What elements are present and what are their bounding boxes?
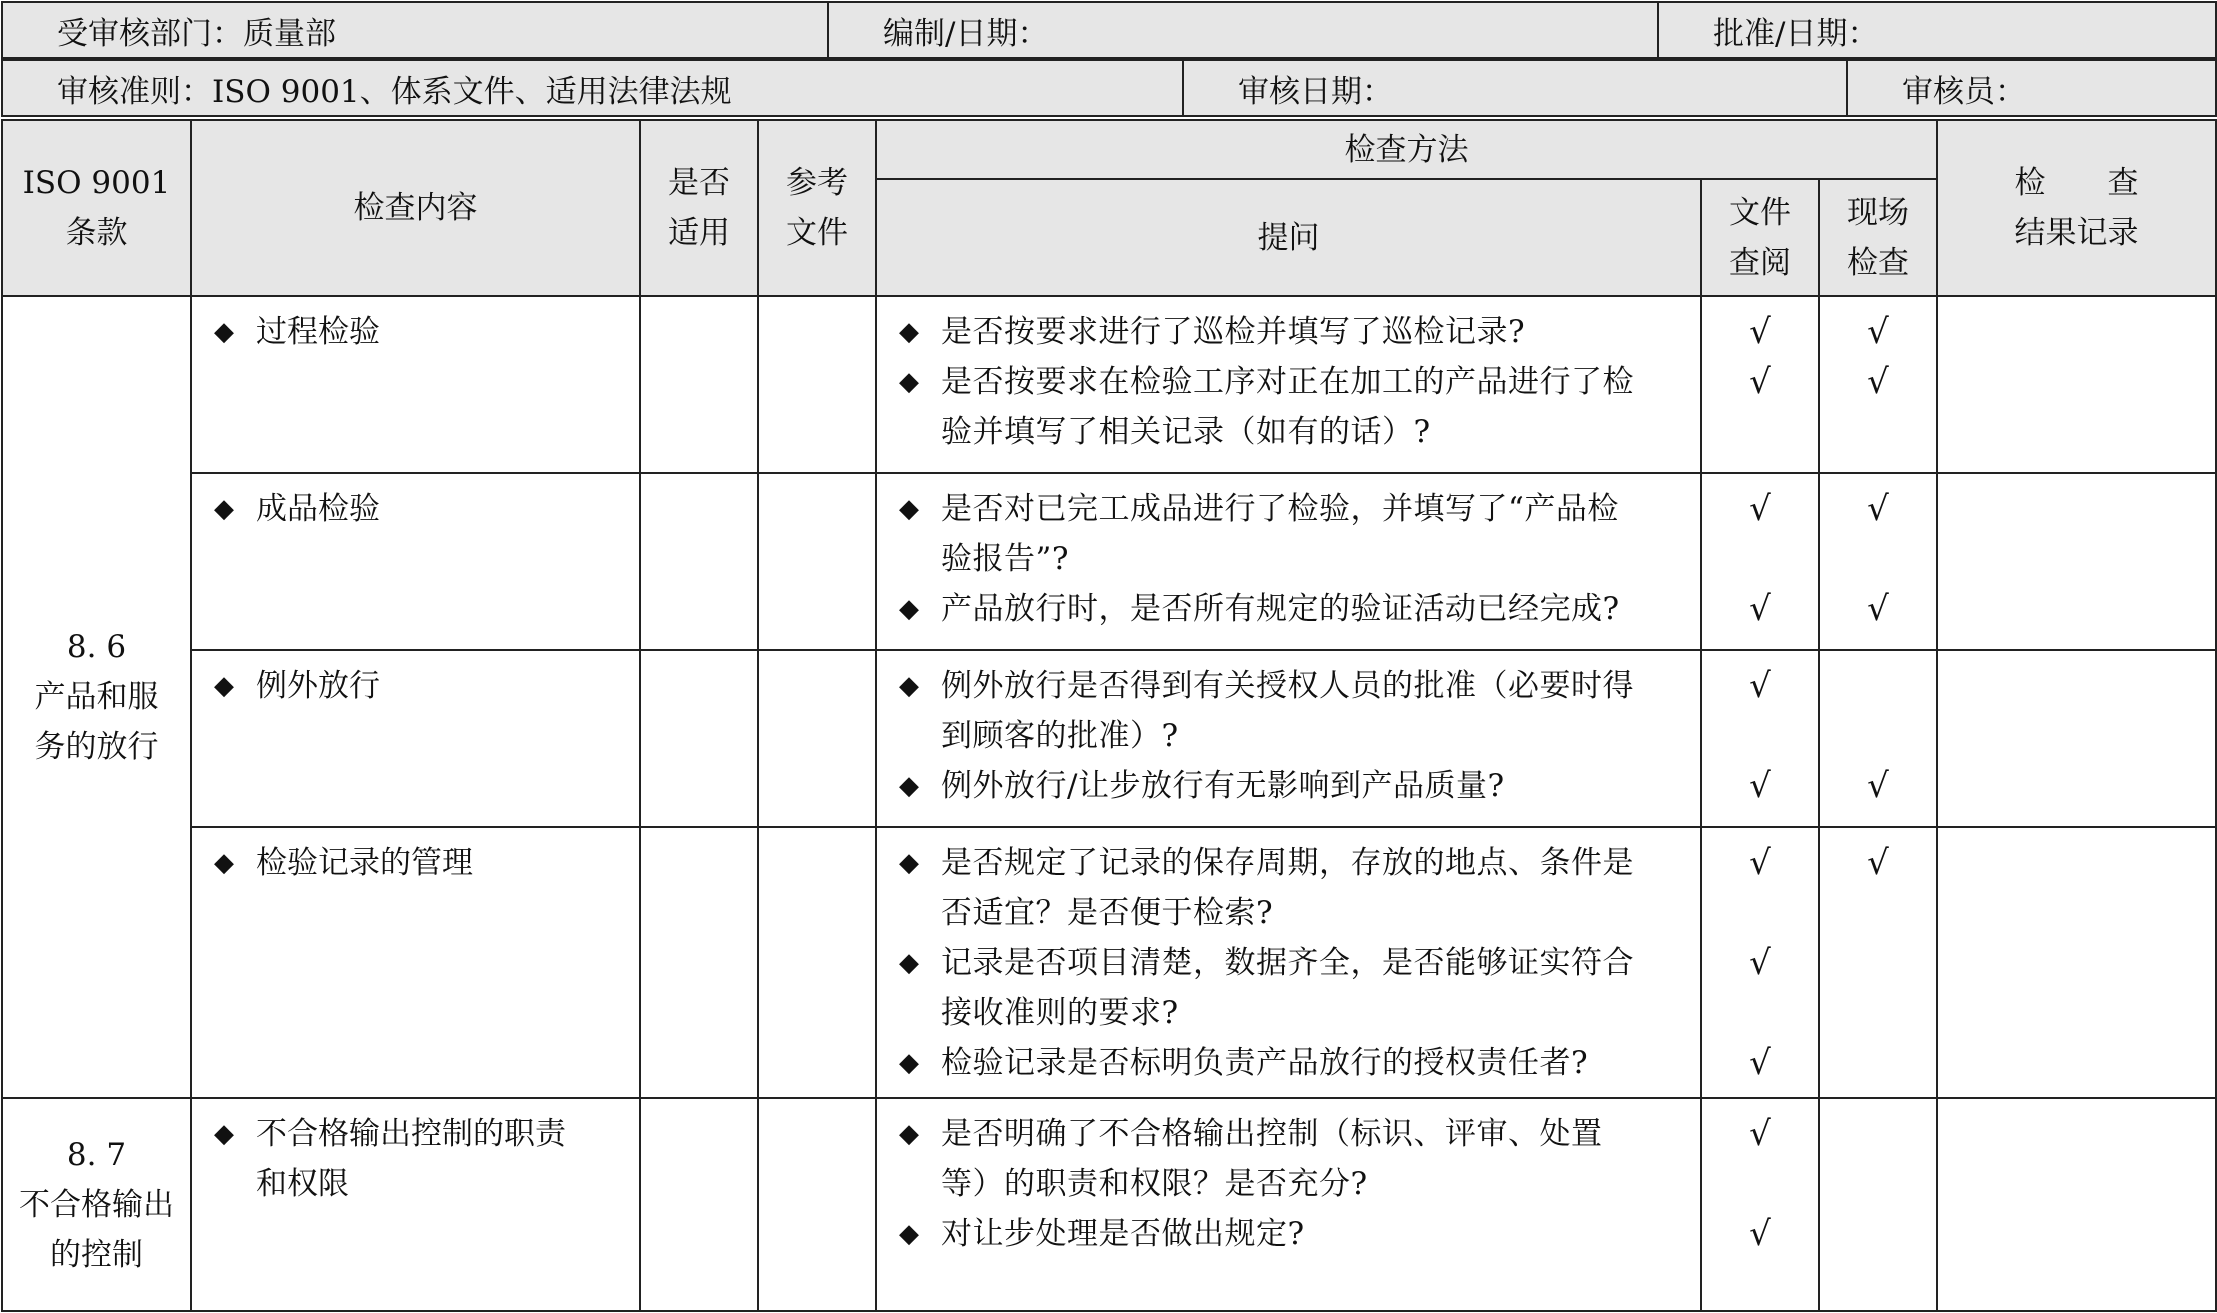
question-text: 例外放行是否得到有关授权人员的批准（必要时得 <box>941 668 1634 704</box>
question-text: 是否规定了记录的保存周期，存放的地点、条件是 <box>941 845 1634 881</box>
diamond-bullet-icon: ◆ <box>214 671 234 701</box>
doc-review-check-mark: √ <box>1749 362 1771 402</box>
header-row-1 <box>1 1 2217 59</box>
question-cell <box>876 1098 1701 1311</box>
applicable-cell <box>640 473 758 650</box>
diamond-bullet-icon: ◆ <box>899 948 920 978</box>
question-text: 例外放行/让步放行有无影响到产品质量? <box>941 768 1505 804</box>
check-content-text: 例外放行 <box>256 668 380 704</box>
result-record-cell[interactable] <box>1937 1098 2216 1311</box>
diamond-bullet-icon: ◆ <box>899 671 920 701</box>
approved-date: 批准/日期： <box>1658 2 2216 58</box>
doc-review-cell <box>1701 296 1819 473</box>
clause-line: 8. 7 <box>66 1136 127 1173</box>
question-text: 接收准则的要求? <box>941 995 1179 1031</box>
diamond-bullet-icon: ◆ <box>899 317 920 347</box>
applicable-cell <box>640 650 758 827</box>
site-check-cell <box>1819 296 1937 473</box>
check-content-cell <box>191 1098 640 1311</box>
checklist-table <box>1 119 2217 1312</box>
site-check-mark: √ <box>1867 489 1889 529</box>
check-content-text: 检验记录的管理 <box>256 845 473 881</box>
question-line <box>899 1038 1690 1088</box>
question-line <box>899 838 1690 888</box>
question-line <box>899 1209 1690 1259</box>
site-check-mark: √ <box>1867 312 1889 352</box>
question-cell <box>876 473 1701 650</box>
question-cell <box>876 296 1701 473</box>
result-record-cell[interactable] <box>1937 296 2216 473</box>
doc-review-check-mark <box>1702 1159 1818 1209</box>
site-check-mark <box>1820 534 1936 584</box>
doc-review-check-mark <box>1702 988 1818 1038</box>
question-line <box>899 938 1690 988</box>
table-row <box>2 827 2216 1098</box>
check-content-cell <box>191 296 640 473</box>
question-line <box>899 1109 1690 1159</box>
site-check-mark <box>1820 1209 1936 1259</box>
doc-review-check-mark <box>1702 888 1818 938</box>
doc-review-cell <box>1701 473 1819 650</box>
question-text: 到顾客的批准）? <box>941 718 1179 754</box>
site-check-mark <box>1820 888 1936 938</box>
table-row <box>2 1098 2216 1311</box>
site-check-cell <box>1819 1098 1937 1311</box>
doc-review-cell <box>1701 650 1819 827</box>
check-content-cell <box>191 473 640 650</box>
question-text: 是否明确了不合格输出控制（标识、评审、处置 <box>941 1116 1603 1152</box>
clause-cell <box>2 296 191 1098</box>
check-content-text: 不合格输出控制的职责 <box>256 1116 566 1152</box>
col-doc-review-header: 文件 查阅 <box>1701 179 1819 296</box>
result-record-cell[interactable] <box>1937 827 2216 1098</box>
question-line <box>899 484 1690 534</box>
site-check-mark <box>1820 1109 1936 1159</box>
site-check-mark: √ <box>1867 766 1889 806</box>
question-cell <box>876 827 1701 1098</box>
question-line <box>899 1159 1690 1209</box>
table-row <box>2 296 2216 473</box>
check-content-cell <box>191 827 640 1098</box>
question-line <box>899 888 1690 938</box>
doc-review-check-mark <box>1702 534 1818 584</box>
diamond-bullet-icon: ◆ <box>214 1119 234 1149</box>
check-content-cell <box>191 650 640 827</box>
question-line <box>899 357 1690 407</box>
col-site-check-header: 现场 检查 <box>1819 179 1937 296</box>
question-line <box>899 584 1690 634</box>
audit-criteria: 审核准则：ISO 9001、体系文件、适用法律法规 <box>2 60 1183 116</box>
diamond-bullet-icon: ◆ <box>214 848 234 878</box>
doc-review-check-mark: √ <box>1749 1214 1771 1254</box>
doc-review-check-mark <box>1702 711 1818 761</box>
header-row-2 <box>1 59 2217 117</box>
diamond-bullet-icon: ◆ <box>899 1219 920 1249</box>
reference-cell <box>758 296 876 473</box>
check-content-text: 过程检验 <box>256 314 380 350</box>
col-result-header: 检 查 结果记录 <box>1937 120 2216 296</box>
site-check-mark: √ <box>1867 589 1889 629</box>
col-content-header: 检查内容 <box>191 120 640 296</box>
result-record-cell[interactable] <box>1937 650 2216 827</box>
doc-review-check-mark <box>1702 407 1818 457</box>
question-text: 验报告”? <box>941 541 1069 577</box>
question-line <box>899 988 1690 1038</box>
question-text: 对让步处理是否做出规定? <box>941 1216 1305 1252</box>
question-text: 等）的职责和权限？是否充分? <box>941 1166 1368 1202</box>
question-text: 否适宜？是否便于检索? <box>941 895 1274 931</box>
reference-cell <box>758 473 876 650</box>
diamond-bullet-icon: ◆ <box>899 367 920 397</box>
doc-review-check-mark: √ <box>1749 943 1771 983</box>
question-line <box>899 407 1690 457</box>
doc-review-check-mark: √ <box>1749 666 1771 706</box>
auditor: 审核员： <box>1847 60 2216 116</box>
doc-review-check-mark: √ <box>1749 843 1771 883</box>
reference-cell <box>758 1098 876 1311</box>
clause-cell <box>2 1098 191 1311</box>
question-line <box>899 661 1690 711</box>
question-line <box>899 761 1690 811</box>
site-check-mark <box>1820 938 1936 988</box>
col-question-header: 提问 <box>876 179 1701 296</box>
site-check-mark <box>1820 988 1936 1038</box>
diamond-bullet-icon: ◆ <box>899 1119 920 1149</box>
diamond-bullet-icon: ◆ <box>899 594 920 624</box>
result-record-cell[interactable] <box>1937 473 2216 650</box>
table-row <box>2 473 2216 650</box>
question-line <box>899 711 1690 761</box>
question-text: 产品放行时，是否所有规定的验证活动已经完成? <box>941 591 1620 627</box>
check-content-text: 成品检验 <box>256 491 380 527</box>
question-text: 是否按要求进行了巡检并填写了巡检记录? <box>941 314 1526 350</box>
applicable-cell <box>640 827 758 1098</box>
site-check-mark: √ <box>1867 362 1889 402</box>
question-text: 是否对已完工成品进行了检验，并填写了“产品检 <box>941 491 1619 527</box>
col-reference-header: 参考 文件 <box>758 120 876 296</box>
audited-department: 受审核部门：质量部 <box>2 2 828 58</box>
prepared-date: 编制/日期： <box>828 2 1658 58</box>
question-cell <box>876 650 1701 827</box>
site-check-mark <box>1820 407 1936 457</box>
diamond-bullet-icon: ◆ <box>899 494 920 524</box>
doc-review-check-mark: √ <box>1749 1043 1771 1083</box>
doc-review-check-mark: √ <box>1749 312 1771 352</box>
diamond-bullet-icon: ◆ <box>899 771 920 801</box>
site-check-mark <box>1820 661 1936 711</box>
site-check-mark: √ <box>1867 843 1889 883</box>
diamond-bullet-icon: ◆ <box>899 848 920 878</box>
applicable-cell <box>640 1098 758 1311</box>
site-check-mark <box>1820 1159 1936 1209</box>
doc-review-check-mark: √ <box>1749 766 1771 806</box>
site-check-mark <box>1820 1038 1936 1088</box>
reference-cell <box>758 650 876 827</box>
question-text: 是否按要求在检验工序对正在加工的产品进行了检 <box>941 364 1634 400</box>
diamond-bullet-icon: ◆ <box>899 1048 920 1078</box>
check-content-text: 和权限 <box>256 1166 349 1202</box>
col-clause-header: ISO 9001 条款 <box>2 120 191 296</box>
question-line <box>899 307 1690 357</box>
question-text: 记录是否项目清楚，数据齐全，是否能够证实符合 <box>941 945 1634 981</box>
applicable-cell <box>640 296 758 473</box>
doc-review-check-mark: √ <box>1749 589 1771 629</box>
question-text: 验并填写了相关记录（如有的话）? <box>941 414 1431 450</box>
audit-date: 审核日期： <box>1183 60 1847 116</box>
site-check-mark <box>1820 711 1936 761</box>
clause-line: 的控制 <box>50 1236 143 1273</box>
site-check-cell <box>1819 827 1937 1098</box>
col-applicable-header: 是否 适用 <box>640 120 758 296</box>
clause-line: 8. 6 <box>66 629 127 665</box>
col-method-header: 检查方法 <box>876 120 1937 179</box>
reference-cell <box>758 827 876 1098</box>
checklist-body <box>2 296 2216 1311</box>
doc-review-check-mark: √ <box>1749 1114 1771 1154</box>
clause-line: 不合格输出 <box>19 1186 174 1223</box>
doc-review-cell <box>1701 827 1819 1098</box>
clause-line: 产品和服 <box>34 679 159 715</box>
table-row <box>2 650 2216 827</box>
question-line <box>899 534 1690 584</box>
question-text: 检验记录是否标明负责产品放行的授权责任者? <box>941 1045 1589 1081</box>
diamond-bullet-icon: ◆ <box>214 317 234 347</box>
clause-line: 务的放行 <box>34 729 159 765</box>
diamond-bullet-icon: ◆ <box>214 494 234 524</box>
doc-review-check-mark: √ <box>1749 489 1771 529</box>
site-check-cell <box>1819 473 1937 650</box>
doc-review-cell <box>1701 1098 1819 1311</box>
site-check-cell <box>1819 650 1937 827</box>
